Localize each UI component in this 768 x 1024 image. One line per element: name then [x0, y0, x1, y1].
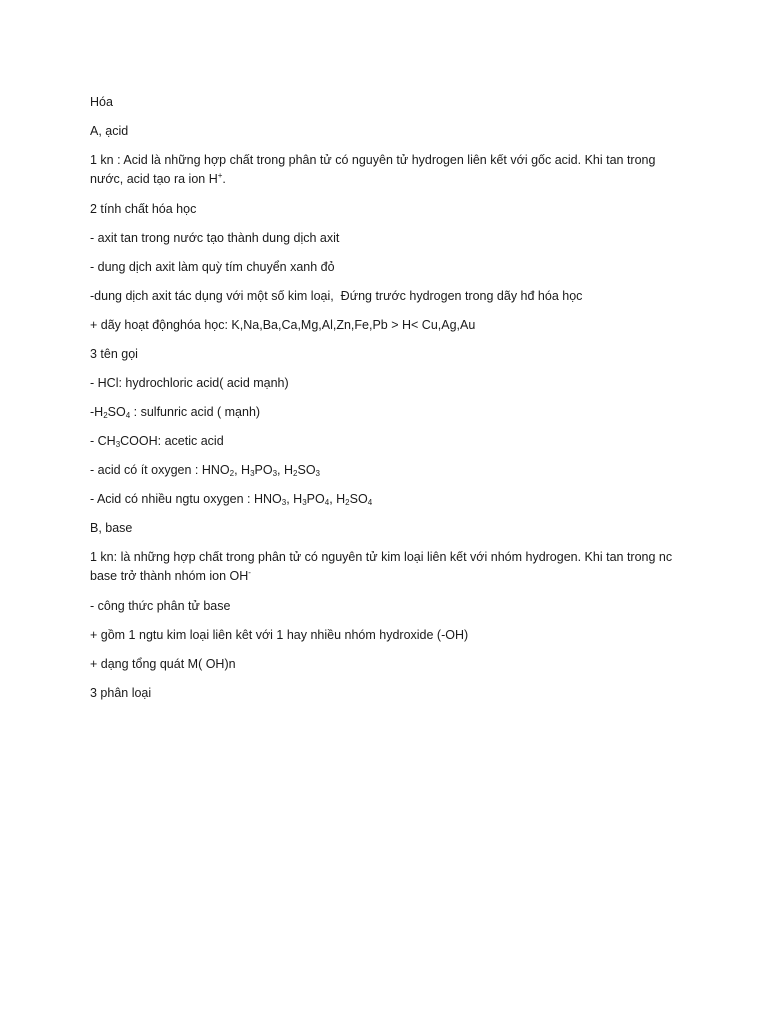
acid-name-h2so4: $-H_2SO_4$ : sulfunric acid ( mạnh) — [90, 405, 261, 420]
section-heading-base: B, base — [90, 521, 133, 535]
acid-naming-heading: 3 tên gọi — [90, 347, 138, 361]
acid-property-2: - dung dịch axit làm quỳ tím chuyển xanh đỏ — [90, 260, 335, 274]
base-definition: 1 kn: là những hợp chất trong phân tử có nguyên tử kim loại liên kết với nhóm hydrogen. Khi tan trong nc base trở thành nhóm ion OH- — [90, 550, 676, 583]
acid-definition: 1 kn : Acid là những hợp chất trong phân tử có nguyên tử hydrogen liên kết với gốc acid. Khi tan trong nước, acid tạo ra ion H+. — [90, 153, 659, 186]
section-heading-acid: A, ạcid — [90, 124, 129, 138]
acid-name-hcl: - HCl: hydrochloric acid( acid mạnh) — [90, 376, 289, 390]
acid-property-1: - axit tan trong nước tạo thành dung dịch axit — [90, 231, 340, 245]
acid-name-acetic: - $CH_3COOH$: acetic acid — [90, 434, 224, 449]
activity-series: + dãy hoạt độnghóa học: K,Na,Ba,Ca,Mg,Al,Zn,Fe,Pb > H< Cu,Ag,Au — [90, 318, 476, 332]
acid-properties-heading: 2 tính chất hóa học — [90, 202, 197, 216]
acid-high-oxygen: - Acid có nhiều ngtu oxygen : $HNO_3$, $H_3PO_4$, $H_2SO_4$ — [90, 492, 373, 507]
base-general-form: + dạng tổng quát M( OH)n — [90, 657, 236, 671]
document-title: Hóa — [90, 95, 113, 109]
base-classification-heading: 3 phân loại — [90, 686, 152, 700]
base-formula-heading: - công thức phân tử base — [90, 599, 231, 613]
base-formula-detail: + gồm 1 ngtu kim loại liên kêt với 1 hay nhiều nhóm hydroxide (-OH) — [90, 628, 469, 642]
document-body — [90, 93, 680, 713]
acid-low-oxygen: - acid có ít oxygen : $HNO_2$, $H_3PO_3$, $H_2SO_3$ — [90, 463, 320, 478]
acid-property-3: -dung dịch axit tác dụng với một số kim loại, Đứng trước hydrogen trong dãy hđ hóa học — [90, 289, 583, 303]
